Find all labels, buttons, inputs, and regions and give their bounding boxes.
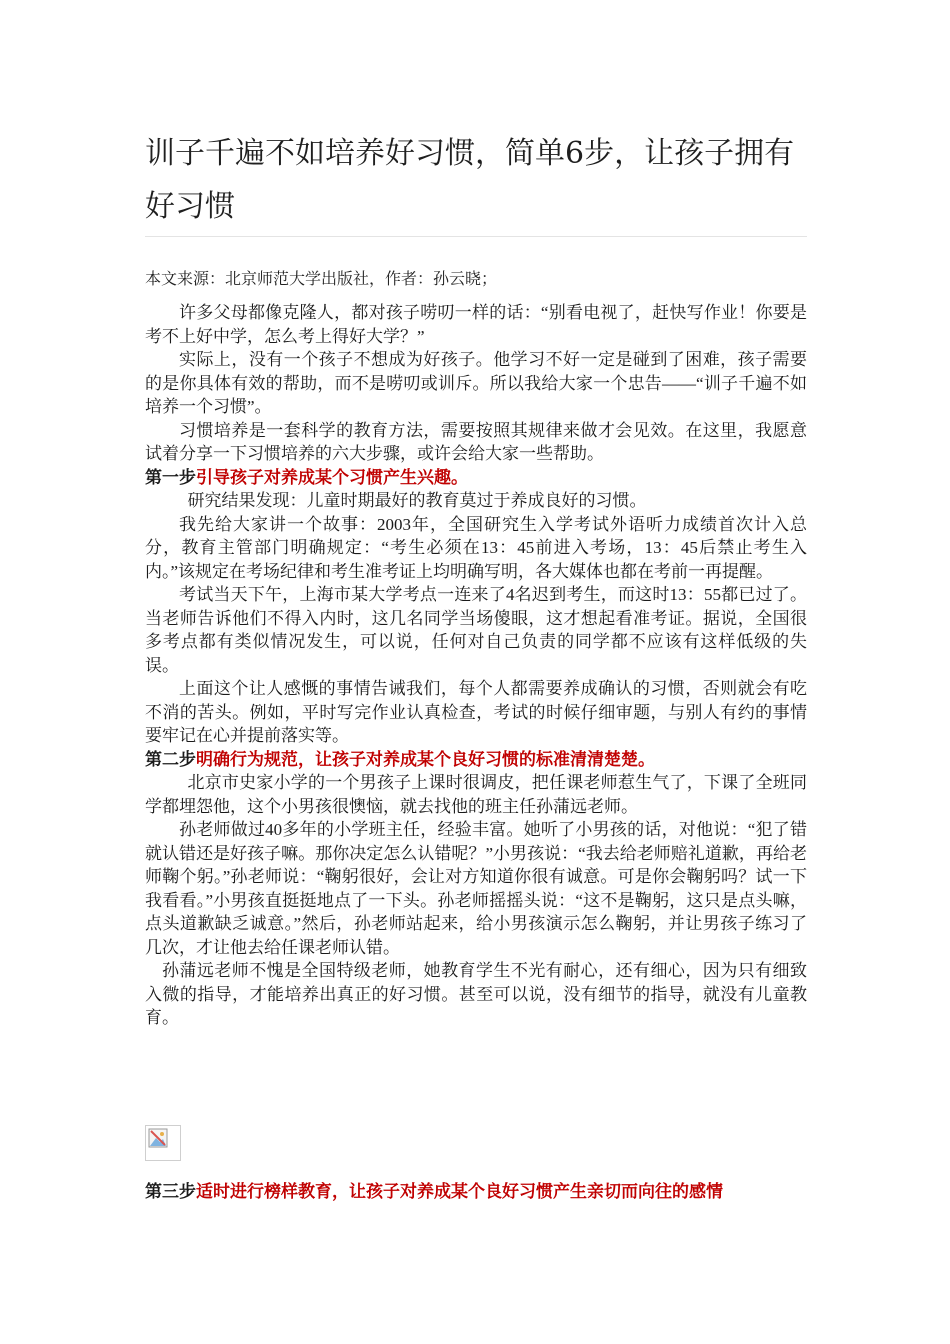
step1-heading bbox=[145, 466, 807, 490]
broken-image-icon bbox=[148, 1128, 168, 1148]
intro-paragraph-2: 实际上，没有一个孩子不想成为好孩子。他学习不好一定是碰到了困难，孩子需要的是你具体有效的帮助，而不是唠叨或训斥。所以我给大家一个忠告——“训子千遍不如培养一个习惯”。 bbox=[145, 350, 807, 416]
step3-prefix: 第三步 bbox=[145, 1182, 196, 1201]
step2-paragraph-2: 孙老师做过40多年的小学班主任，经验丰富。她听了小男孩的话，对他说：“犯了错就认错还是好孩子嘛。那你决定怎么认错呢？”小男孩说：“我去给老师赔礼道歉，再给老师鞠个躬。”孙老师说：“鞠躬很好，会让对方知道你很有诚意。可是你会鞠躬吗？试一下我看看。”小男孩直挺挺地点了一下头。孙老师摇摇头说：“这不是鞠躬，这只是点头嘛，点头道歉缺乏诚意。”然后，孙老师站起来，给小男孩演示怎么鞠躬，并让男孩子练习了几次，才让他去给任课老师认错。 bbox=[145, 820, 807, 957]
step2-prefix: 第二步 bbox=[145, 749, 196, 769]
step1-paragraph-4: 上面这个让人感慨的事情告诫我们，每个人都需要养成确认的习惯，否则就会有吃不消的苦头。例如，平时写完作业认真检查，考试的时候仔细审题，与别人有约的事情要牢记在心并提前落实等。 bbox=[145, 679, 807, 745]
step3-text: 适时进行榜样教育，让孩子对养成某个良好习惯产生亲切而向往的感情 bbox=[196, 1182, 723, 1201]
step2-text: 明确行为规范，让孩子对养成某个良好习惯的标准清清楚楚。 bbox=[196, 749, 655, 769]
step1-paragraph-2: 我先给大家讲一个故事：2003年，全国研究生入学考试外语听力成绩首次计入总分，教育主管部门明确规定：“考生必须在13：45前进入考场，13：45后禁止考生入内。”该规定在考场纪律和考生准考证上均明确写明，各大媒体也都在考前一再提醒。 bbox=[145, 514, 807, 581]
article-source: 本文来源：北京师范大学出版社，作者：孙云晓； bbox=[145, 269, 498, 288]
title-divider bbox=[145, 236, 807, 237]
step2-paragraph-1: 北京市史家小学的一个男孩子上课时很调皮，把任课老师惹生气了，下课了全班同学都埋怨他，这个小男孩很懊恼，就去找他的班主任孙蒲远老师。 bbox=[145, 773, 807, 816]
step2-paragraph-3: 孙蒲远老师不愧是全国特级老师，她教育学生不光有耐心，还有细心，因为只有细致入微的指导，才能培养出真正的好习惯。甚至可以说，没有细节的指导，就没有儿童教育。 bbox=[145, 961, 807, 1027]
intro-paragraph-1: 许多父母都像克隆人，都对孩子唠叨一样的话：“别看电视了，赶快写作业！你要是考不上好中学，怎么考上得好大学？” bbox=[145, 303, 807, 346]
intro-paragraph-3: 习惯培养是一套科学的教育方法，需要按照其规律来做才会见效。在这里，我愿意试着分享一下习惯培养的六大步骤，或许会给大家一些帮助。 bbox=[145, 420, 807, 463]
article-title: 训子千遍不如培养好习惯，简单6步，让孩子拥有好习惯 bbox=[145, 136, 795, 224]
step1-text: 引导孩子对养成某个习惯产生兴趣。 bbox=[196, 467, 468, 487]
step1-paragraph-3: 考试当天下午，上海市某大学考点一连来了4名迟到考生，而这时13：55都已过了。当老师告诉他们不得入内时，这几名同学当场傻眼，这才想起看准考证。据说，全国很多考点都有类似情况发生，可以说，任何对自己负责的同学都不应该有这样低级的失误。 bbox=[145, 585, 807, 675]
step3-heading bbox=[145, 1180, 825, 1204]
step1-paragraph-1: 研究结果发现：儿童时期最好的教育莫过于养成良好的习惯。 bbox=[187, 491, 647, 510]
step1-prefix: 第一步 bbox=[145, 467, 196, 487]
image-placeholder bbox=[145, 1125, 181, 1161]
article-body bbox=[145, 301, 807, 1030]
step2-heading bbox=[145, 748, 807, 772]
